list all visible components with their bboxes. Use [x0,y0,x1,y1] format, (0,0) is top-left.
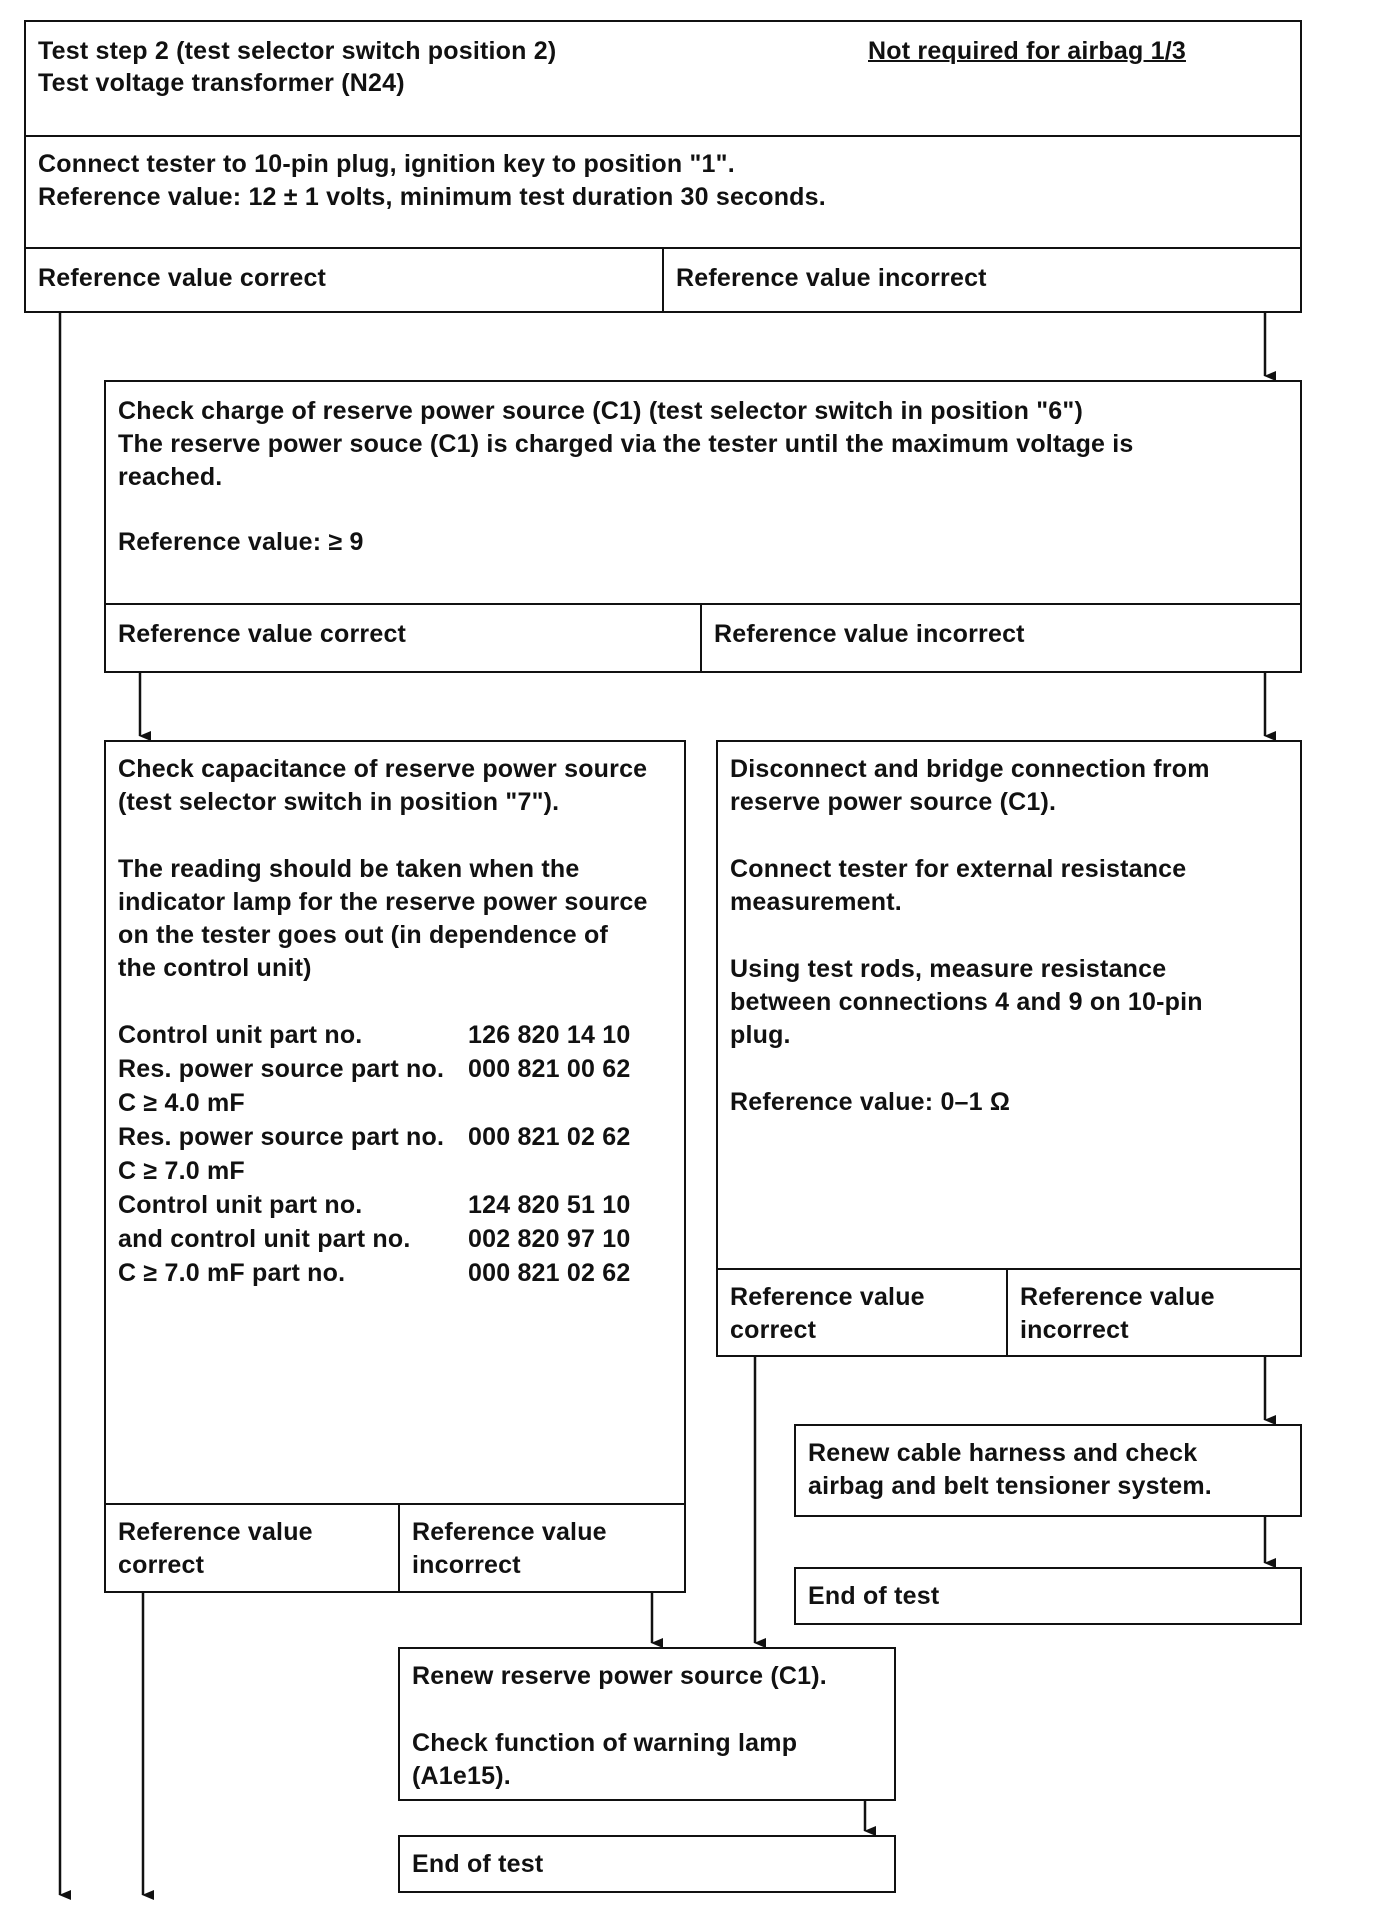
capacitance-correct-line-1: Reference value [118,1518,313,1546]
charge-line-2: The reserve power souce (C1) is charged via the tester until the maximum voltage is [118,430,1134,458]
step-subtitle: Test voltage transformer (N24) [38,69,405,97]
resistance-line-1: Disconnect and bridge connection from [730,755,1210,783]
resistance-p3-line-2: between connections 4 and 9 on 10-pin [730,988,1203,1016]
part-row-label: Control unit part no. [118,1021,363,1049]
part-row-label: C ≥ 7.0 mF part no. [118,1259,346,1287]
capacitance-branch-incorrect [398,1503,686,1593]
charge-correct-label: Reference value correct [118,620,407,648]
resistance-p2-line-1: Connect tester for external resistance [730,855,1187,883]
charge-incorrect-label: Reference value incorrect [714,620,1025,648]
resistance-p3-line-3: plug. [730,1021,791,1049]
capacitance-line-1: Check capacitance of reserve power source [118,755,648,783]
end-of-test-bottom-label: End of test [412,1850,544,1878]
resistance-branch-incorrect [1006,1268,1302,1357]
resistance-p3-line-1: Using test rods, measure resistance [730,955,1167,983]
resistance-p2-line-2: measurement. [730,888,902,916]
part-row [118,1188,678,1222]
renew-source-box [398,1647,896,1801]
resistance-line-2: reserve power source (C1). [730,788,1057,816]
resistance-branch-correct [716,1268,1008,1357]
charge-line-1: Check charge of reserve power source (C1) (test selector switch in position "6") [118,397,1083,425]
charge-reference: Reference value: ≥ 9 [118,528,364,556]
part-row-label: C ≥ 4.0 mF [118,1089,245,1117]
top-branch-incorrect [662,247,1302,313]
resistance-incorrect-line-2: incorrect [1020,1316,1129,1344]
capacitance-branch-correct [104,1503,400,1593]
top-branch-correct-label: Reference value correct [38,264,327,292]
airbag-note-text: Not required for airbag 1/3 [868,37,1186,65]
step-title [38,34,556,68]
part-row [118,1256,678,1290]
charge-branch-correct [104,603,702,673]
part-row-value: 000 821 02 62 [468,1259,631,1287]
part-row-label: Res. power source part no. [118,1123,445,1151]
part-number-table [118,1018,678,1290]
instruction-box [24,135,1302,249]
end-of-test-right-label: End of test [808,1582,940,1610]
capacitance-p2-line-1: The reading should be taken when the [118,855,580,883]
part-row [118,1018,678,1052]
capacitance-p2-line-3: on the tester goes out (in dependence of [118,921,608,949]
instruction-line-1: Connect tester to 10-pin plug, ignition key to position "1". [38,150,735,178]
charge-line-3: reached. [118,463,223,491]
renew-source-p2-line-2: (A1e15). [412,1762,511,1790]
resistance-check-box [716,740,1302,1270]
capacitance-check-box [104,740,686,1505]
part-row-value: 002 820 97 10 [468,1225,631,1253]
part-row-label: and control unit part no. [118,1225,411,1253]
part-row-value: 124 820 51 10 [468,1191,631,1219]
end-of-test-bottom [398,1835,896,1893]
resistance-reference: Reference value: 0–1 Ω [730,1088,1011,1116]
part-row [118,1154,678,1188]
charge-branch-incorrect [700,603,1302,673]
airbag-note [868,34,1186,68]
renew-source-line-1: Renew reserve power source (C1). [412,1662,827,1690]
capacitance-incorrect-line-2: incorrect [412,1551,521,1579]
renew-harness-line-1: Renew cable harness and check [808,1439,1198,1467]
header-box [24,20,1302,137]
renew-source-p2-line-1: Check function of warning lamp [412,1729,798,1757]
end-of-test-right [794,1567,1302,1625]
part-row-value: 000 821 02 62 [468,1123,631,1151]
part-row [118,1086,678,1120]
renew-harness-line-2: airbag and belt tensioner system. [808,1472,1212,1500]
part-row-label: Res. power source part no. [118,1055,445,1083]
capacitance-incorrect-line-1: Reference value [412,1518,607,1546]
part-row-value: 000 821 00 62 [468,1055,631,1083]
part-row [118,1120,678,1154]
step-label: Test step 2 [38,37,169,65]
resistance-correct-line-1: Reference value [730,1283,925,1311]
instruction-line-2: Reference value: 12 ± 1 volts, minimum test duration 30 seconds. [38,183,826,211]
capacitance-p2-line-4: the control unit) [118,954,312,982]
step-detail: (test selector switch position 2) [176,37,557,65]
top-branch-correct [24,247,664,313]
capacitance-p2-line-2: indicator lamp for the reserve power source [118,888,648,916]
part-row-value: 126 820 14 10 [468,1021,631,1049]
part-row-label: C ≥ 7.0 mF [118,1157,245,1185]
resistance-incorrect-line-1: Reference value [1020,1283,1215,1311]
charge-check-box [104,380,1302,605]
capacitance-line-2: (test selector switch in position "7"). [118,788,560,816]
renew-harness-box [794,1424,1302,1517]
capacitance-correct-line-2: correct [118,1551,205,1579]
part-row [118,1052,678,1086]
resistance-correct-line-2: correct [730,1316,817,1344]
part-row-label: Control unit part no. [118,1191,363,1219]
part-row [118,1222,678,1256]
top-branch-incorrect-label: Reference value incorrect [676,264,987,292]
